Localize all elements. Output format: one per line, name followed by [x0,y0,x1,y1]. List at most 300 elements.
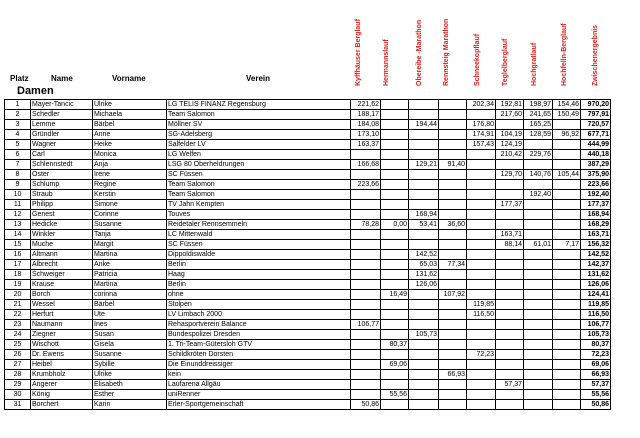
cell-score [351,240,381,250]
cell-score [496,350,524,360]
table-row [5,130,611,140]
cell-score: 119,85 [467,300,496,310]
cell-total: 156,32 [581,240,611,250]
column-header-name: Name [51,74,73,83]
event-header-4: Schneekopflauf [474,33,481,86]
cell-platz: 15 [5,240,31,250]
cell-vorname: Anne [93,130,167,140]
cell-score [439,170,467,180]
cell-score [351,280,381,290]
event-header-6: Hochgratlauf [531,42,538,86]
cell-score [553,150,581,160]
cell-score [381,300,409,310]
cell-score [524,180,553,190]
cell-score [496,210,524,220]
cell-score: 163,71 [496,230,524,240]
cell-score [381,400,409,410]
table-row [5,180,611,190]
cell-score [524,260,553,270]
cell-verein: Stolpen [167,300,351,310]
cell-score [409,290,439,300]
cell-score [553,330,581,340]
cell-name: Angerer [31,380,93,390]
cell-total: 72,23 [581,350,611,360]
cell-score: 157,43 [467,140,496,150]
cell-name: Naumann [31,320,93,330]
cell-score [409,200,439,210]
cell-score [524,210,553,220]
cell-verein: Salfelder LV [167,140,351,150]
cell-score [351,210,381,220]
cell-platz: 12 [5,210,31,220]
cell-score [524,340,553,350]
cell-score [409,140,439,150]
cell-total: 69,06 [581,360,611,370]
cell-score [381,370,409,380]
cell-score [496,330,524,340]
table-row [5,150,611,160]
table-row [5,380,611,390]
cell-score [553,350,581,360]
table-row [5,310,611,320]
cell-score: 72,23 [467,350,496,360]
cell-vorname: Anke [93,260,167,270]
cell-name: Philipp [31,200,93,210]
cell-verein: LG Welfen [167,150,351,160]
cell-score [439,280,467,290]
cell-score [381,260,409,270]
cell-score: 96,92 [553,130,581,140]
cell-score [496,160,524,170]
cell-score: 106,77 [351,320,381,330]
cell-total: 720,57 [581,120,611,130]
cell-score [409,360,439,370]
cell-total: 126,06 [581,280,611,290]
cell-vorname: Patricia [93,270,167,280]
cell-total: 970,20 [581,100,611,110]
cell-verein: LC Mittenwald [167,230,351,240]
cell-score [524,140,553,150]
cell-verein: uniRenner [167,390,351,400]
cell-verein: LG TELIS FINANZ Regensburg [167,100,351,110]
cell-verein: Erler-Sportgemeinschaft [167,400,351,410]
section-title: Damen [17,85,54,97]
cell-vorname: Susanne [93,350,167,360]
cell-verein: Berlin [167,260,351,270]
cell-verein: Schildkröten Dorsten [167,350,351,360]
event-header-5: Teglelberglauf [502,38,509,86]
cell-score [351,340,381,350]
table-row [5,350,611,360]
cell-score [467,200,496,210]
cell-score [409,300,439,310]
cell-score [496,250,524,260]
cell-score [467,370,496,380]
event-header-0: Kyffhäuser Berglauf [355,19,362,86]
cell-score: 88,14 [496,240,524,250]
cell-score [467,340,496,350]
cell-vorname: Heike [93,140,167,150]
cell-score [467,320,496,330]
cell-score [439,340,467,350]
cell-platz: 29 [5,380,31,390]
cell-score: 78,28 [351,220,381,230]
cell-verein: Team Salomon [167,190,351,200]
cell-score [439,270,467,280]
cell-score [496,260,524,270]
cell-total: 387,29 [581,160,611,170]
cell-score [467,230,496,240]
cell-total: 119,85 [581,300,611,310]
cell-score: 7,17 [553,240,581,250]
cell-name: Albrecht [31,260,93,270]
cell-score [524,200,553,210]
cell-score [496,390,524,400]
cell-score [409,130,439,140]
cell-score [467,270,496,280]
cell-score: 210,42 [496,150,524,160]
cell-total: 124,41 [581,290,611,300]
cell-score [381,330,409,340]
cell-total: 177,37 [581,200,611,210]
cell-score [467,150,496,160]
cell-score [439,140,467,150]
cell-total: 106,77 [581,320,611,330]
cell-vorname: Gisela [93,340,167,350]
cell-score [524,270,553,280]
cell-score [553,200,581,210]
cell-score [381,280,409,290]
cell-platz: 4 [5,130,31,140]
cell-name: Schlump [31,180,93,190]
cell-score [524,310,553,320]
table-row [5,190,611,200]
cell-total: 105,73 [581,330,611,340]
cell-vorname: Simone [93,200,167,210]
cell-score [553,120,581,130]
cell-score [467,110,496,120]
table-row [5,120,611,130]
cell-score [524,220,553,230]
cell-score [439,250,467,260]
cell-score [524,400,553,410]
cell-score: 192,81 [496,100,524,110]
cell-score: 107,92 [439,290,467,300]
cell-verein: Möllner SV [167,120,351,130]
cell-score: 0,00 [381,220,409,230]
cell-total: 66,93 [581,370,611,380]
cell-name: Hedicke [31,220,93,230]
cell-name: Gründler [31,130,93,140]
cell-vorname: Michaela [93,110,167,120]
cell-score [439,230,467,240]
cell-vorname: Bärbel [93,120,167,130]
cell-score [467,380,496,390]
cell-platz: 6 [5,150,31,160]
cell-score [409,310,439,320]
cell-vorname: Ulrike [93,370,167,380]
cell-score [439,320,467,330]
cell-score: 184,08 [351,120,381,130]
cell-score [351,200,381,210]
cell-score: 116,50 [467,310,496,320]
cell-score [381,200,409,210]
cell-score: 91,40 [439,160,467,170]
cell-score [381,100,409,110]
cell-score [381,230,409,240]
cell-score [553,300,581,310]
cell-score [496,300,524,310]
cell-platz: 17 [5,260,31,270]
cell-score: 57,37 [496,380,524,390]
cell-score [439,380,467,390]
cell-platz: 25 [5,340,31,350]
cell-platz: 3 [5,120,31,130]
cell-platz: 30 [5,390,31,400]
cell-score [496,320,524,330]
cell-name: Muche [31,240,93,250]
cell-total: 192,40 [581,190,611,200]
cell-name: Krause [31,280,93,290]
cell-platz: 24 [5,330,31,340]
table-row [5,170,611,180]
cell-score [553,280,581,290]
cell-vorname: Esther [93,390,167,400]
cell-verein: Reidetaler Rennsemmeln [167,220,351,230]
cell-score [409,150,439,160]
cell-score: 53,41 [409,220,439,230]
cell-vorname: Monica [93,150,167,160]
cell-score [439,210,467,220]
cell-score: 65,03 [409,260,439,270]
cell-score [524,300,553,310]
cell-score [553,400,581,410]
cell-score [496,120,524,130]
table-row [5,340,611,350]
cell-name: Heibel [31,360,93,370]
cell-platz: 10 [5,190,31,200]
cell-name: Mayer-Tancic [31,100,93,110]
cell-score [524,290,553,300]
cell-score [381,130,409,140]
cell-total: 142,37 [581,260,611,270]
cell-score [409,390,439,400]
cell-score: 188,17 [351,110,381,120]
cell-platz: 18 [5,270,31,280]
cell-vorname: Martina [93,250,167,260]
cell-name: Dr. Ewens [31,350,93,360]
cell-name: Ziegner [31,330,93,340]
cell-total: 50,86 [581,400,611,410]
cell-score: 198,97 [524,100,553,110]
table-row [5,210,611,220]
cell-score: 166,68 [351,160,381,170]
cell-score [381,270,409,280]
cell-score [496,220,524,230]
cell-score [553,290,581,300]
table-row [5,240,611,250]
cell-vorname: Tanja [93,230,167,240]
cell-score [351,380,381,390]
cell-score [351,350,381,360]
cell-name: Krumbholz [31,370,93,380]
cell-score [496,400,524,410]
cell-score [409,380,439,390]
cell-score: 142,52 [409,250,439,260]
cell-score: 77,34 [439,260,467,270]
cell-verein: ohne [167,290,351,300]
cell-score [439,330,467,340]
cell-score: 168,94 [409,210,439,220]
cell-score [553,310,581,320]
table-row [5,330,611,340]
cell-verein: TV Jahn Kempten [167,200,351,210]
cell-name: Wischott [31,340,93,350]
cell-score: 173,10 [351,130,381,140]
cell-name: Schweiger [31,270,93,280]
cell-verein: LSG 80 Oberheldrungen [167,160,351,170]
cell-verein: Team Salomon [167,180,351,190]
event-header-7: Hochfelln-Berglauf [561,23,568,86]
cell-score: 176,80 [467,120,496,130]
cell-score: 128,59 [524,130,553,140]
cell-score [467,400,496,410]
cell-score [524,350,553,360]
cell-score [524,360,553,370]
cell-score [409,230,439,240]
cell-score [409,110,439,120]
cell-name: Lemme [31,120,93,130]
cell-score [351,390,381,400]
cell-score [524,380,553,390]
cell-score [553,390,581,400]
cell-vorname: Susan [93,330,167,340]
cell-score [524,160,553,170]
cell-score [553,190,581,200]
cell-score [409,170,439,180]
cell-score [409,370,439,380]
cell-score [439,100,467,110]
cell-score [467,280,496,290]
cell-score [381,160,409,170]
cell-verein: LV Limbach 2000 [167,310,351,320]
cell-score [524,250,553,260]
cell-score [439,110,467,120]
cell-score [467,390,496,400]
cell-vorname: Sybille [93,360,167,370]
cell-total: 131,62 [581,270,611,280]
cell-score [381,210,409,220]
cell-score [409,180,439,190]
cell-score [439,150,467,160]
cell-verein: Laufarena Allgäu [167,380,351,390]
cell-total: 168,94 [581,210,611,220]
cell-score [439,180,467,190]
cell-score [409,240,439,250]
cell-score [467,260,496,270]
cell-score [467,210,496,220]
cell-verein: Touves [167,210,351,220]
cell-platz: 23 [5,320,31,330]
table-row [5,100,611,110]
table-row [5,400,611,410]
cell-score [439,300,467,310]
cell-verein: 1. Tri-Team-Gütersloh GTV [167,340,351,350]
cell-total: 142,52 [581,250,611,260]
cell-score [496,370,524,380]
cell-platz: 22 [5,310,31,320]
cell-score [381,170,409,180]
cell-platz: 13 [5,220,31,230]
cell-score [439,400,467,410]
cell-score [524,370,553,380]
cell-platz: 9 [5,180,31,190]
cell-score: 140,76 [524,170,553,180]
cell-vorname: Anja [93,160,167,170]
cell-score: 50,86 [351,400,381,410]
cell-vorname: Elisabeth [93,380,167,390]
cell-platz: 8 [5,170,31,180]
cell-vorname: Irene [93,170,167,180]
cell-score [351,170,381,180]
cell-platz: 11 [5,200,31,210]
cell-score [467,220,496,230]
cell-score [409,100,439,110]
cell-name: Schedler [31,110,93,120]
cell-verein: Rehasportverein Balance [167,320,351,330]
cell-score [496,340,524,350]
cell-platz: 28 [5,370,31,380]
cell-score [553,270,581,280]
cell-score: 165,25 [524,120,553,130]
cell-score [467,240,496,250]
cell-vorname: Bärbel [93,300,167,310]
cell-total: 444,99 [581,140,611,150]
cell-score [381,150,409,160]
table-row [5,250,611,260]
table-row [5,110,611,120]
cell-score [439,350,467,360]
cell-platz: 27 [5,360,31,370]
cell-platz: 26 [5,350,31,360]
cell-score [351,190,381,200]
cell-score: 221,62 [351,100,381,110]
cell-score [467,160,496,170]
cell-score: 36,60 [439,220,467,230]
cell-score [439,390,467,400]
cell-score [553,340,581,350]
cell-score [381,380,409,390]
cell-score [553,380,581,390]
cell-score: 223,66 [351,180,381,190]
cell-score: 105,44 [553,170,581,180]
cell-score [524,320,553,330]
cell-score [439,190,467,200]
cell-score: 129,21 [409,160,439,170]
cell-total: 163,71 [581,230,611,240]
cell-platz: 19 [5,280,31,290]
event-header-3: Rennsteig Marathon [443,18,450,86]
cell-score [381,140,409,150]
event-header-2: Obereibe -Marathon [416,19,423,86]
cell-platz: 20 [5,290,31,300]
cell-score [381,350,409,360]
cell-score [351,290,381,300]
cell-platz: 5 [5,140,31,150]
cell-vorname: corinna [93,290,167,300]
cell-score [351,260,381,270]
cell-score: 202,34 [467,100,496,110]
